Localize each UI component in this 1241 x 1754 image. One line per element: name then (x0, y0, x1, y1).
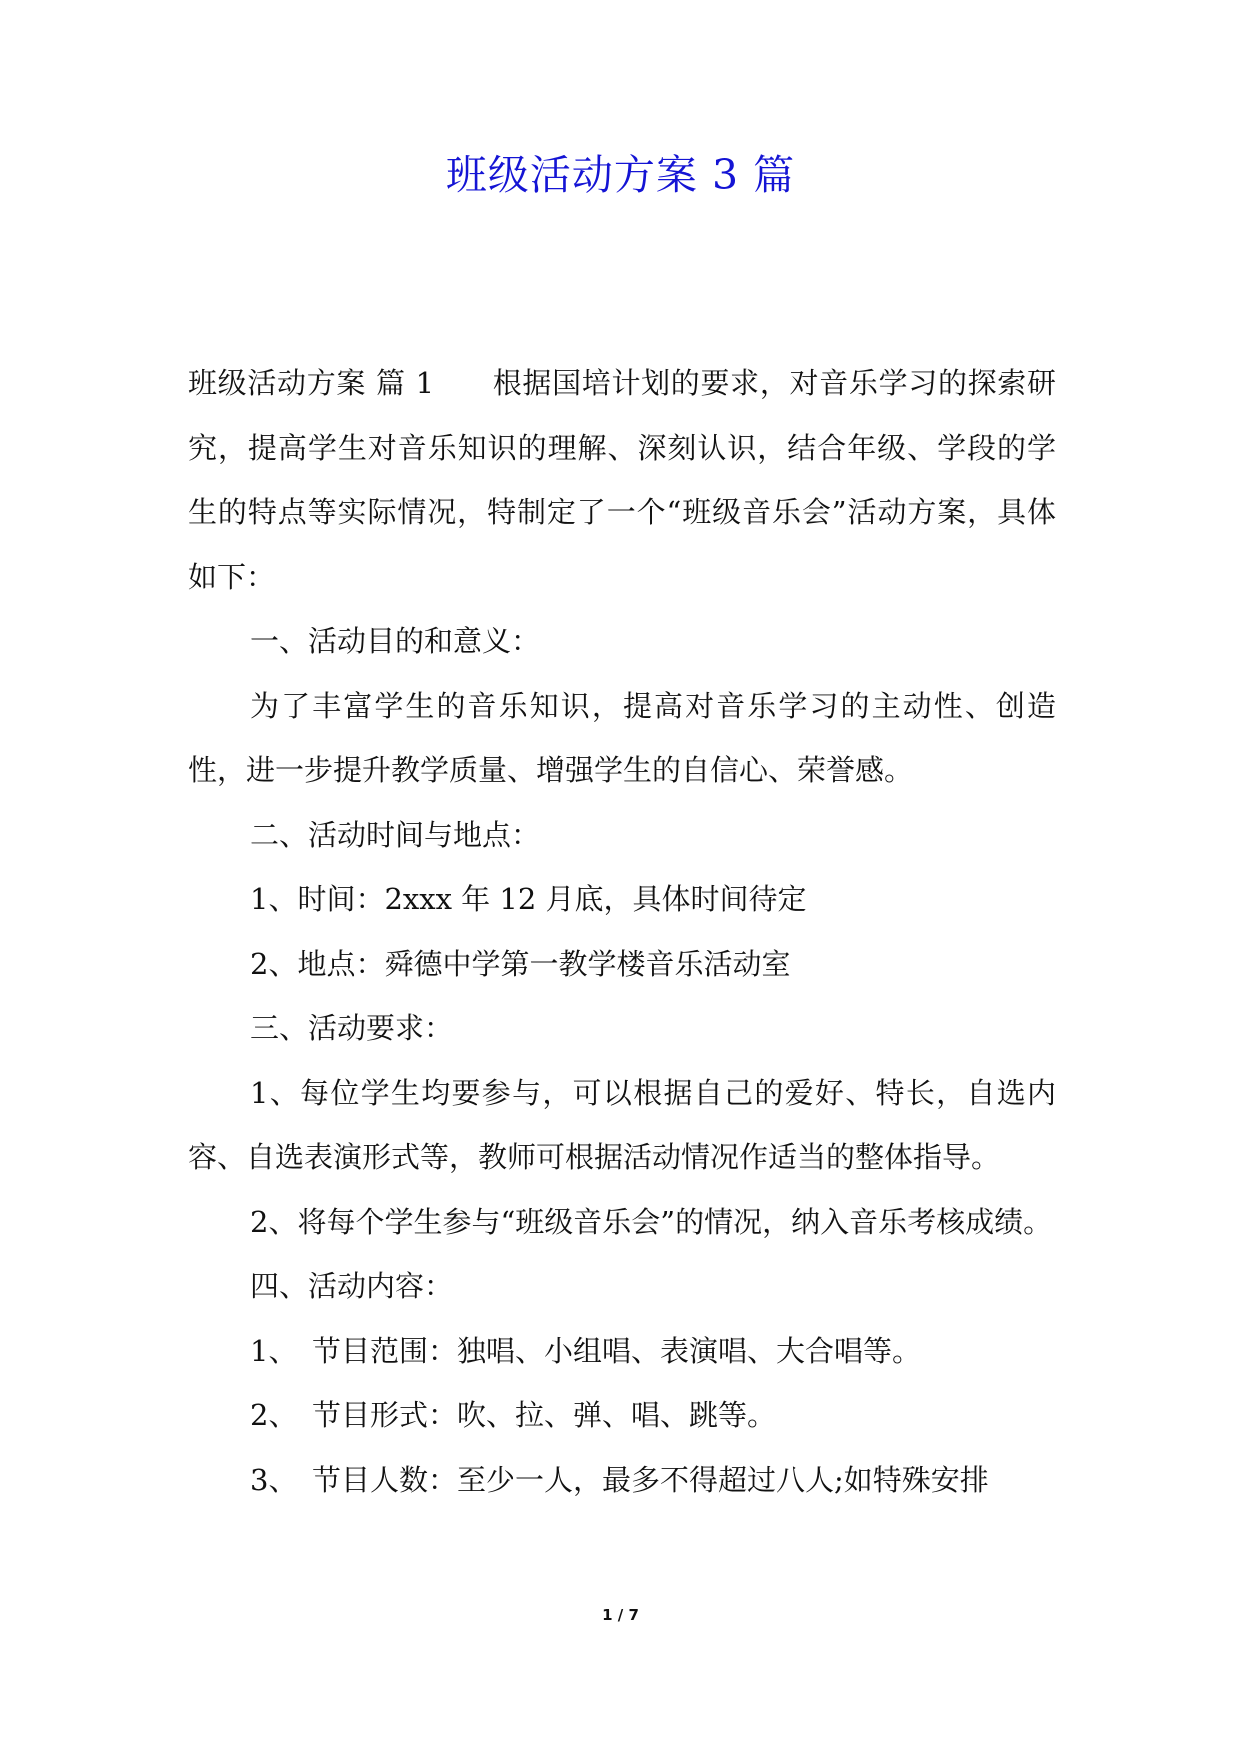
paragraph-11: 2、 节目形式：吹、拉、弹、唱、跳等。 (250, 1398, 776, 1432)
paragraph-4: 1、时间：2xxx 年 12 月底，具体时间待定 (250, 882, 807, 916)
paragraph-9: 四、活动内容： (250, 1269, 454, 1303)
paragraph-3: 二、活动时间与地点： (250, 817, 541, 852)
paragraph-6: 三、活动要求： (250, 1011, 454, 1045)
section-heading: 班级活动方案 篇 1 (188, 366, 435, 400)
paragraph-5: 2、地点：舜德中学第一教学楼音乐活动室 (250, 946, 791, 981)
paragraph-8: 2、将每个学生参与“班级音乐会”的情况，纳入音乐考核成绩。 (250, 1204, 1053, 1239)
paragraph-10: 1、 节目范围：独唱、小组唱、表演唱、大合唱等。 (250, 1333, 921, 1368)
paragraph-12: 3、 节目人数：至少一人，最多不得超过八人;如特殊安排 (250, 1462, 989, 1497)
intro-text: 根据国培计划的要求，对音乐学习的探索研究，提高学生对音乐知识的理解、深刻认识，结合年级、学段的学生的特点等实际情况，特制定了一个“班级音乐会”活动方案，具体如下： (188, 366, 1056, 594)
document-body (188, 351, 1056, 1512)
paragraph-2: 为了丰富学生的音乐知识，提高对音乐学习的主动性、创造性，进一步提升教学质量、增强学生的自信心、荣誉感。 (188, 688, 1056, 787)
page-number: 1 / 7 (602, 1606, 639, 1624)
paragraph-1: 一、活动目的和意义： (250, 624, 541, 658)
document-title: 班级活动方案 3 篇 (445, 151, 796, 199)
intro-paragraph (188, 351, 1056, 609)
paragraph-7: 1、每位学生均要参与，可以根据自己的爱好、特长，自选内容、自选表演形式等，教师可根据活动情况作适当的整体指导。 (188, 1075, 1056, 1174)
